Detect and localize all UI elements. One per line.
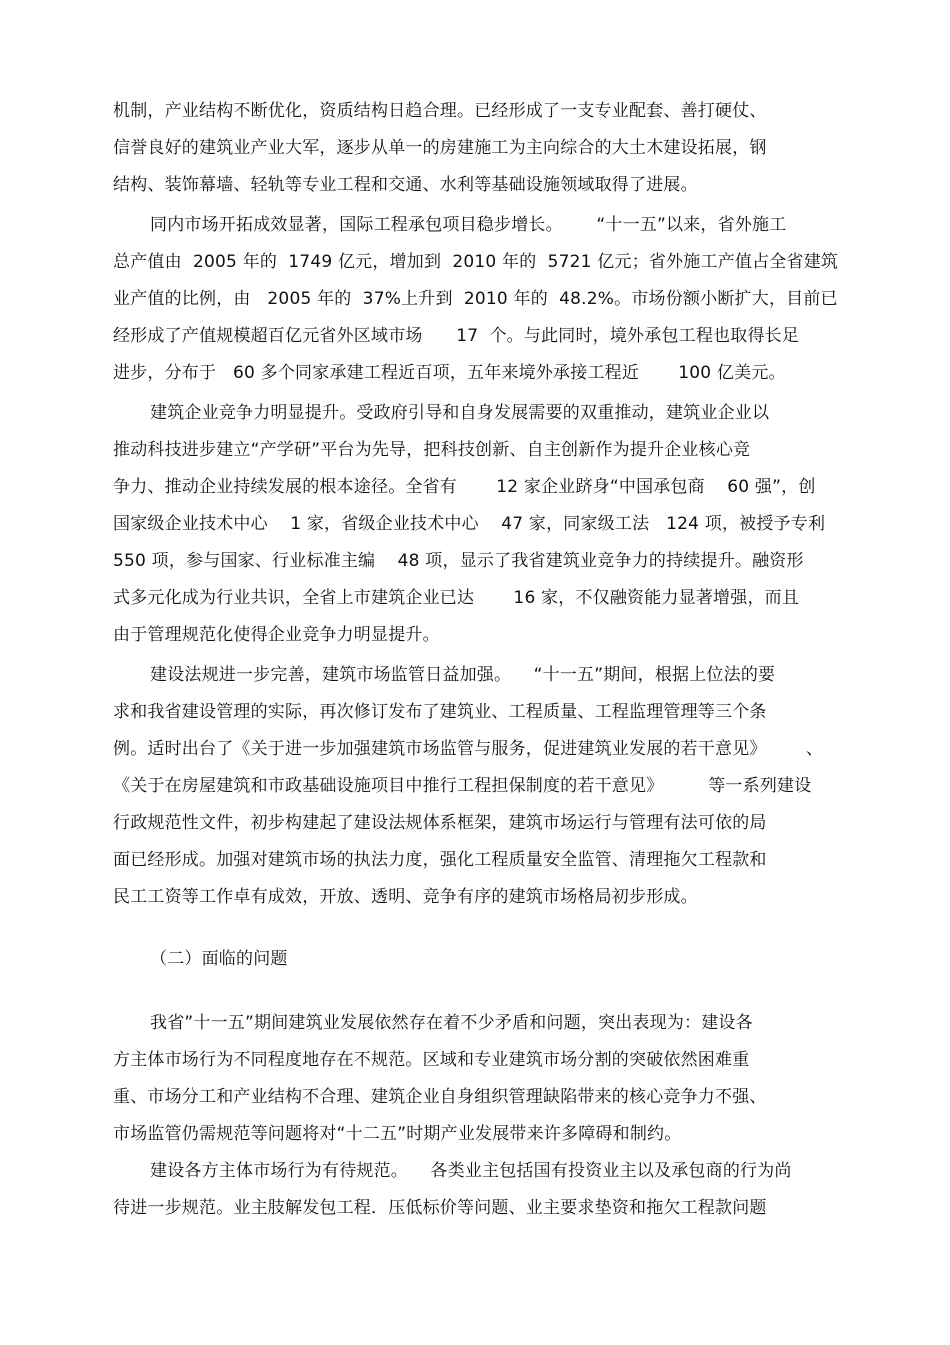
paragraph-start-line: 我省”十一五”期间建筑业发展依然存在着不少矛盾和问题，突出表现为：建设各 [150, 1013, 753, 1033]
text-line: 由于管理规范化使得企业竞争力明显提升。 [113, 625, 440, 645]
text-line: 经形成了产值规模超百亿元省外区域市场 17 个。与此同时，境外承包工程也取得长足 [113, 326, 800, 346]
text-line: 《关于在房屋建筑和市政基础设施项目中推行工程担保制度的若干意见》 等一系列建设 [113, 776, 812, 796]
paragraph-start-line: 同内市场开拓成效显著，国际工程承包项目稳步增长。 “十一五”以来，省外施工 [150, 215, 787, 235]
paragraph-start-line: 建筑企业竞争力明显提升。受政府引导和自身发展需要的双重推动，建筑业企业以 [150, 403, 770, 423]
text-line: 待进一步规范。业主肢解发包工程．压低标价等问题、业主要求垫资和拖欠工程款问题 [113, 1198, 767, 1218]
text-line: 行政规范性文件，初步构建起了建设法规体系框架，建筑市场运行与管理有法可依的局 [113, 813, 767, 833]
text-line: 求和我省建设管理的实际，再次修订发布了建筑业、工程质量、工程监理管理等三个条 [113, 702, 767, 722]
text-line: 面已经形成。加强对建筑市场的执法力度，强化工程质量安全监管、清理拖欠工程款和 [113, 850, 767, 870]
paragraph-start-line: 建设法规进一步完善，建筑市场监管日益加强。 “十一五”期间，根据上位法的要 [150, 665, 776, 685]
text-line: 方主体市场行为不同程度地存在不规范。区域和专业建筑市场分割的突破依然困难重 [113, 1050, 750, 1070]
text-line: 进步，分布于 60 多个同家承建工程近百项，五年来境外承接工程近 100 亿美元。 [113, 363, 786, 383]
text-line: 550 项，参与国家、行业标准主编 48 项，显示了我省建筑业竞争力的持续提升。融资形 [113, 551, 804, 571]
text-line: 争力、推动企业持续发展的根本途径。全省有 12 家企业跻身“中国承包商 60 强”，创 [113, 477, 816, 497]
text-line: 结构、装饰幕墙、轻轨等专业工程和交通、水利等基础设施领域取得了进展。 [113, 175, 698, 195]
text-line: 例。适时出台了《关于进一步加强建筑市场监管与服务，促进建筑业发展的若干意见》 、 [113, 739, 824, 759]
text-line: 重、市场分工和产业结构不合理、建筑企业自身组织管理缺陷带来的核心竞争力不强、 [113, 1087, 767, 1107]
text-line: 式多元化成为行业共识，全省上市建筑企业已达 16 家，不仅融资能力显著增强，而且 [113, 588, 800, 608]
text-line: 信誉良好的建筑业产业大军，逐步从单一的房建施工为主向综合的大土木建设拓展，钢 [113, 138, 767, 158]
section-heading: （二）面临的问题 [150, 949, 288, 969]
text-line: 业产值的比例，由 2005 年的 37%上升到 2010 年的 48.2%。市场份额小断扩大，目前已 [113, 289, 838, 309]
text-line: 总产值由 2005 年的 1749 亿元，增加到 2010 年的 5721 亿元；省外施工产值占全省建筑 [113, 252, 839, 272]
paragraph-start-line: 建设各方主体市场行为有待规范。 各类业主包括国有投资业主以及承包商的行为尚 [150, 1161, 792, 1181]
text-line: 民工工资等工作卓有成效，开放、透明、竞争有序的建筑市场格局初步形成。 [113, 887, 698, 907]
text-line: 推动科技进步建立“产学研”平台为先导，把科技创新、自主创新作为提升企业核心竞 [113, 440, 751, 460]
text-line: 国家级企业技术中心 1 家，省级企业技术中心 47 家，同家级工法 124 项，被授予专利 [113, 514, 826, 534]
text-line: 市场监管仍需规范等问题将对“十二五”时期产业发展带来许多障碍和制约。 [113, 1124, 682, 1144]
text-line: 机制，产业结构不断优化，资质结构日趋合理。已经形成了一支专业配套、善打硬仗、 [113, 101, 767, 121]
